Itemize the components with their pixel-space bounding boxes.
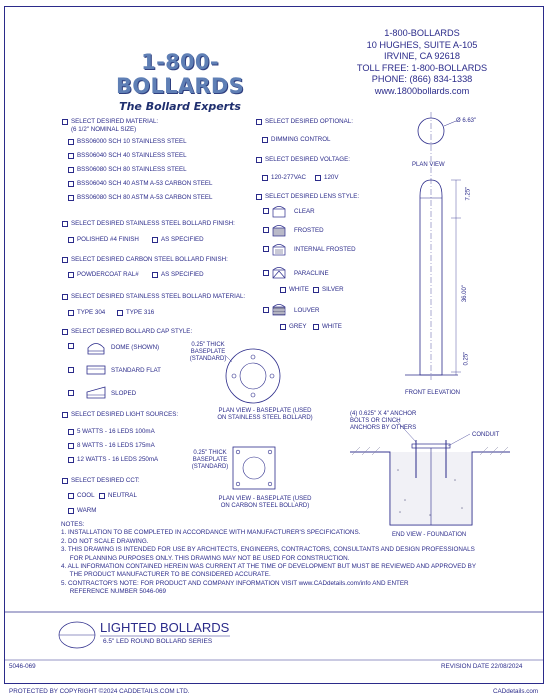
- dim-bot-label: 0.25": [463, 351, 470, 366]
- paracline-color: WHITE: [289, 286, 309, 293]
- lens-option: FROSTED: [294, 227, 324, 234]
- light-option: 8 WATTS - 16 LEDS 175mA: [77, 442, 155, 449]
- conduit-label: CONDUIT: [472, 432, 500, 438]
- note-item: REFERENCE NUMBER 5046-069: [61, 588, 166, 596]
- plan-view-label: PLAN VIEW: [412, 162, 445, 168]
- light-option: 12 WATTS - 16 LEDS 250mA: [77, 456, 159, 463]
- title-subtitle: 6.5" LED ROUND BOLLARD SERIES: [103, 638, 213, 645]
- material-option: BSS06080 SCH 80 ASTM A-53 CARBON STEEL: [77, 194, 213, 201]
- cs-finish-option: AS SPECIFIED: [161, 271, 204, 278]
- ss-material-title: SELECT DESIRED STAINLESS STEEL BOLLARD MATERIAL:: [71, 293, 246, 300]
- material-subtitle: (6 1/2" NOMINAL SIZE): [71, 126, 137, 133]
- voltage-option: 120V: [324, 174, 339, 181]
- lens-option: LOUVER: [294, 307, 320, 314]
- ss-finish-option: POLISHED #4 FINISH: [77, 236, 139, 243]
- baseplate-cs-caption: PLAN VIEW - BASEPLATE (USED ON CARBON STEEL BOLLARD): [218, 496, 312, 510]
- logo-brand: 1-800-BOLLARDS: [116, 50, 244, 98]
- material-option: BSS06040 SCH 40 STAINLESS STEEL: [77, 152, 187, 159]
- contact-line: PHONE: (866) 834-1338: [371, 74, 473, 85]
- lens-option: CLEAR: [294, 208, 315, 215]
- light-option: 5 WATTS - 16 LEDS 100mA: [77, 428, 155, 435]
- ss-baseplate: [226, 349, 280, 403]
- note-item: 4. ALL INFORMATION CONTAINED HEREIN WAS CURRENT AT THE TIME OF DEVELOPMENT BUT MUST BE REVIEWED AND APPROVED BY: [61, 563, 477, 571]
- note-item: FOR PLANNING PURPOSES ONLY. THIS DRAWING MAY NOT BE USED FOR CONSTRUCTION.: [61, 554, 350, 562]
- light-title: SELECT DESIRED LIGHT SOURCES:: [71, 411, 179, 418]
- contact-line: www.1800bollards.com: [374, 85, 470, 96]
- louver-color: GREY: [289, 323, 307, 330]
- revision-date: REVISION DATE 22/08/2024: [441, 663, 523, 670]
- note-item: 1. INSTALLATION TO BE COMPLETED IN ACCORDANCE WITH MANUFACTURER'S SPECIFICATIONS.: [61, 529, 361, 537]
- voltage-option: 120-277VAC: [271, 174, 306, 181]
- cap-title: SELECT DESIRED BOLLARD CAP STYLE:: [71, 328, 193, 335]
- optional-title: SELECT DESIRED OPTIONAL:: [265, 118, 353, 125]
- cs-finish-option: POWDERCOAT RAL#: [77, 271, 139, 278]
- ss-material-option: TYPE 316: [126, 309, 155, 316]
- foundation-baseplate: [412, 444, 450, 448]
- lens-title: SELECT DESIRED LENS STYLE:: [265, 193, 360, 200]
- cct-title: SELECT DESIRED CCT:: [71, 477, 140, 484]
- cap-option: DOME (SHOWN): [111, 344, 160, 351]
- ss-material-option: TYPE 304: [77, 309, 106, 316]
- contact-line: IRVINE, CA 92618: [384, 51, 460, 62]
- louver-color: WHITE: [322, 323, 342, 330]
- title-main: LIGHTED BOLLARDS: [100, 620, 230, 635]
- ss-finish-option: AS SPECIFIED: [161, 236, 204, 243]
- notes-title: NOTES:: [61, 521, 85, 528]
- cct-option: COOL: [77, 492, 95, 499]
- cap-option: STANDARD FLAT: [111, 367, 161, 374]
- contact-line: TOLL FREE: 1-800-BOLLARDS: [356, 62, 488, 73]
- material-title: SELECT DESIRED MATERIAL:: [71, 118, 159, 125]
- material-option: BSS06040 SCH 40 ASTM A-53 CARBON STEEL: [77, 180, 213, 187]
- cct-option: WARM: [77, 507, 97, 514]
- notes: [61, 521, 531, 597]
- lens-option: PARACLINE: [294, 270, 329, 277]
- baseplate-thick-label-1: 0.25" THICK BASEPLATE (STANDARD): [189, 342, 227, 363]
- cs-finish-title: SELECT DESIRED CARBON STEEL BOLLARD FINISH:: [71, 256, 228, 263]
- baseplate-thick-label-2: 0.25" THICK BASEPLATE (STANDARD): [191, 450, 229, 471]
- paracline-color: SILVER: [322, 286, 344, 293]
- note-item: THE PRODUCT MANUFACTURER TO BE CONSIDERED ACCURATE.: [61, 571, 271, 579]
- contact-line: 10 HUGHES, SUITE A-105: [366, 39, 478, 50]
- lens-option: INTERNAL FROSTED: [294, 246, 356, 253]
- note-item: 2. DO NOT SCALE DRAWING.: [61, 537, 149, 545]
- cct-option: NEUTRAL: [108, 492, 137, 499]
- contact-line: 1-800-BOLLARDS: [384, 28, 460, 38]
- anchors-label: (4) 0.625" X 4" ANCHOR BOLTS OR CINCH ANCHORS BY OTHERS: [350, 411, 417, 432]
- reference-number: 5046-069: [9, 663, 36, 670]
- site-link[interactable]: CADdetails.com: [493, 688, 539, 695]
- baseplate-ss-caption: PLAN VIEW - BASEPLATE (USED ON STAINLESS STEEL BOLLARD): [217, 408, 313, 422]
- diameter-leader: [444, 121, 456, 126]
- material-option: BSS06080 SCH 80 STAINLESS STEEL: [77, 166, 187, 173]
- diameter-label: Ø 6.63": [456, 118, 477, 124]
- ss-finish-title: SELECT DESIRED STAINLESS STEEL BOLLARD FINISH:: [71, 220, 235, 227]
- voltage-title: SELECT DESIRED VOLTAGE:: [265, 156, 350, 163]
- dim-mid-label: 36.00": [461, 285, 468, 303]
- logo-tagline: The Bollard Experts: [119, 100, 241, 113]
- dim-top-label: 7.25": [465, 186, 472, 201]
- cap-option: SLOPED: [111, 390, 137, 397]
- copyright: PROTECTED BY COPYRIGHT ©2024 CADDETAILS.COM LTD.: [9, 688, 190, 695]
- note-item: 5. CONTRACTOR'S NOTE: FOR PRODUCT AND COMPANY INFORMATION VISIT www.CADdetails.com/info AND ENTER: [61, 579, 409, 587]
- note-item: 3. THIS DRAWING IS INTENDED FOR USE BY ARCHITECTS, ENGINEERS, CONTRACTORS, CONSULTANTS AND DESIGN PROFESSIONALS: [61, 546, 475, 554]
- foundation-label: END VIEW - FOUNDATION: [392, 532, 467, 538]
- optional-option: DIMMING CONTROL: [271, 136, 331, 143]
- material-option: BSS06000 SCH 10 STAINLESS STEEL: [77, 138, 187, 145]
- front-elevation-label: FRONT ELEVATION: [405, 390, 461, 396]
